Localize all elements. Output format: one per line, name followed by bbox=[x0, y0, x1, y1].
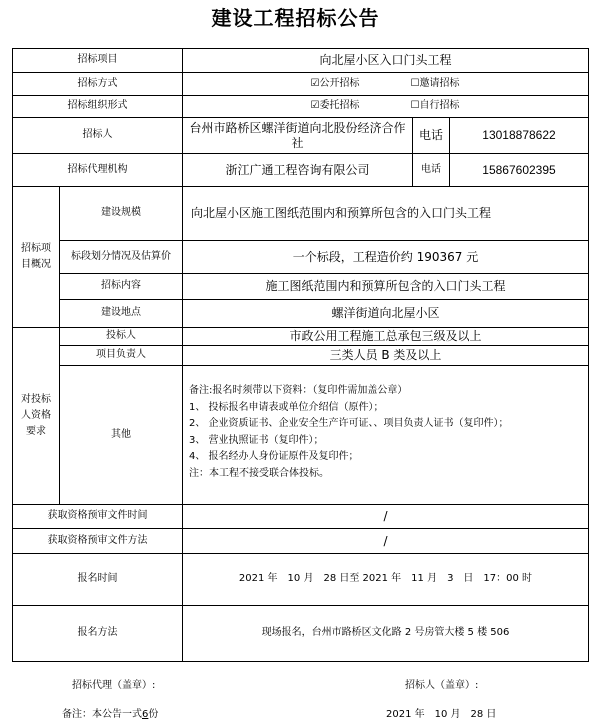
copies-number: 6 bbox=[142, 709, 149, 720]
overview-group-label: 招标项目概况 bbox=[21, 243, 51, 270]
registration-time-value: 2021 年 10 月 28 日至 2021 年 11 月 3 日 17：00 时 bbox=[238, 573, 533, 585]
requirements-line: 4、 报名经办人身份证原件及复印件； bbox=[189, 451, 359, 462]
org-self-option: ☐自行招标 bbox=[410, 100, 460, 112]
tenderer-seal-text: 招标人（盖章）: bbox=[405, 680, 479, 691]
registration-method-label: 报名方法 bbox=[77, 627, 118, 639]
requirements-line: 注：本工程不接受联合体投标。 bbox=[189, 467, 329, 479]
method-invite-option: ☐邀请招标 bbox=[410, 77, 460, 89]
qualification-group-label: 对投标人资格要求 bbox=[21, 394, 51, 437]
bidder-value: 市政公用工程施工总承包三级及以上 bbox=[289, 329, 482, 343]
prequal-method-value: / bbox=[383, 533, 388, 548]
requirements-line: 1、 投标报名申请表或单位介绍信（原件）； bbox=[189, 401, 384, 413]
announcement-date: 2021 年 10 月 28 日 bbox=[386, 709, 497, 720]
tenderer-value: 台州市路桥区螺洋街道向北股份经济合作社 bbox=[189, 120, 406, 150]
copies-note bbox=[62, 705, 158, 720]
tenderer-label: 招标人 bbox=[82, 129, 113, 141]
org-entrusted-option: ☑委托招标 bbox=[310, 100, 360, 112]
bidder-label: 投标人 bbox=[106, 330, 136, 342]
registration-method-value: 现场报名，台州市路桥区文化路 2 号房管大楼 5 楼 506 bbox=[261, 627, 510, 639]
copies-suffix: 份 bbox=[148, 709, 159, 720]
agency-phone: 15867602395 bbox=[482, 162, 556, 177]
content-value: 施工图纸范围内和预算所包含的入口门头工程 bbox=[265, 279, 506, 293]
agency-value: 浙江广通工程咨询有限公司 bbox=[225, 162, 370, 177]
other-label: 其他 bbox=[111, 428, 131, 440]
tender-method-label: 招标方式 bbox=[77, 77, 118, 89]
agency-label: 招标代理机构 bbox=[67, 163, 128, 175]
tenderer-phone-label: 电话 bbox=[419, 128, 444, 142]
agency-seal-text: 招标代理（盖章）: bbox=[72, 680, 156, 691]
location-value: 螺洋街道向北屋小区 bbox=[331, 306, 440, 320]
requirements-list bbox=[189, 383, 589, 482]
registration-time-label: 报名时间 bbox=[77, 573, 118, 585]
sections-value: 一个标段，工程造价约 190367 元 bbox=[292, 249, 479, 264]
prequal-method-label: 获取资格预审文件方法 bbox=[47, 534, 148, 546]
prequal-time-value: / bbox=[383, 509, 388, 523]
page-title: 建设工程招标公告 bbox=[211, 6, 380, 30]
manager-value: 三类人员 B 类及以上 bbox=[329, 348, 442, 362]
agency-phone-label: 电话 bbox=[421, 163, 441, 175]
copies-prefix: 备注：本公告一式 bbox=[62, 709, 142, 720]
requirements-line: 3、 营业执照证书（复印件）； bbox=[189, 434, 324, 446]
manager-label: 项目负责人 bbox=[96, 349, 146, 361]
scale-label: 建设规模 bbox=[101, 207, 141, 219]
org-form-label: 招标组织形式 bbox=[67, 100, 128, 112]
project-name-value: 向北屋小区入口门头工程 bbox=[319, 53, 452, 67]
content-label: 招标内容 bbox=[101, 280, 141, 292]
requirements-line: 2、 企业资质证书、企业安全生产许可证、、项目负责人证书（复印件）； bbox=[189, 418, 509, 429]
method-open-option: ☑公开招标 bbox=[310, 77, 360, 89]
scale-value: 向北屋小区施工图纸范围内和预算所包含的入口门头工程 bbox=[191, 206, 492, 220]
project-name-label: 招标项目 bbox=[77, 54, 118, 66]
sections-label: 标段划分情况及估算价 bbox=[71, 250, 171, 262]
tenderer-phone: 13018878622 bbox=[482, 128, 556, 142]
requirements-line: 备注:报名时须带以下资料：（复印件需加盖公章） bbox=[189, 385, 408, 396]
prequal-time-label: 获取资格预审文件时间 bbox=[47, 510, 148, 522]
location-label: 建设地点 bbox=[101, 307, 141, 319]
